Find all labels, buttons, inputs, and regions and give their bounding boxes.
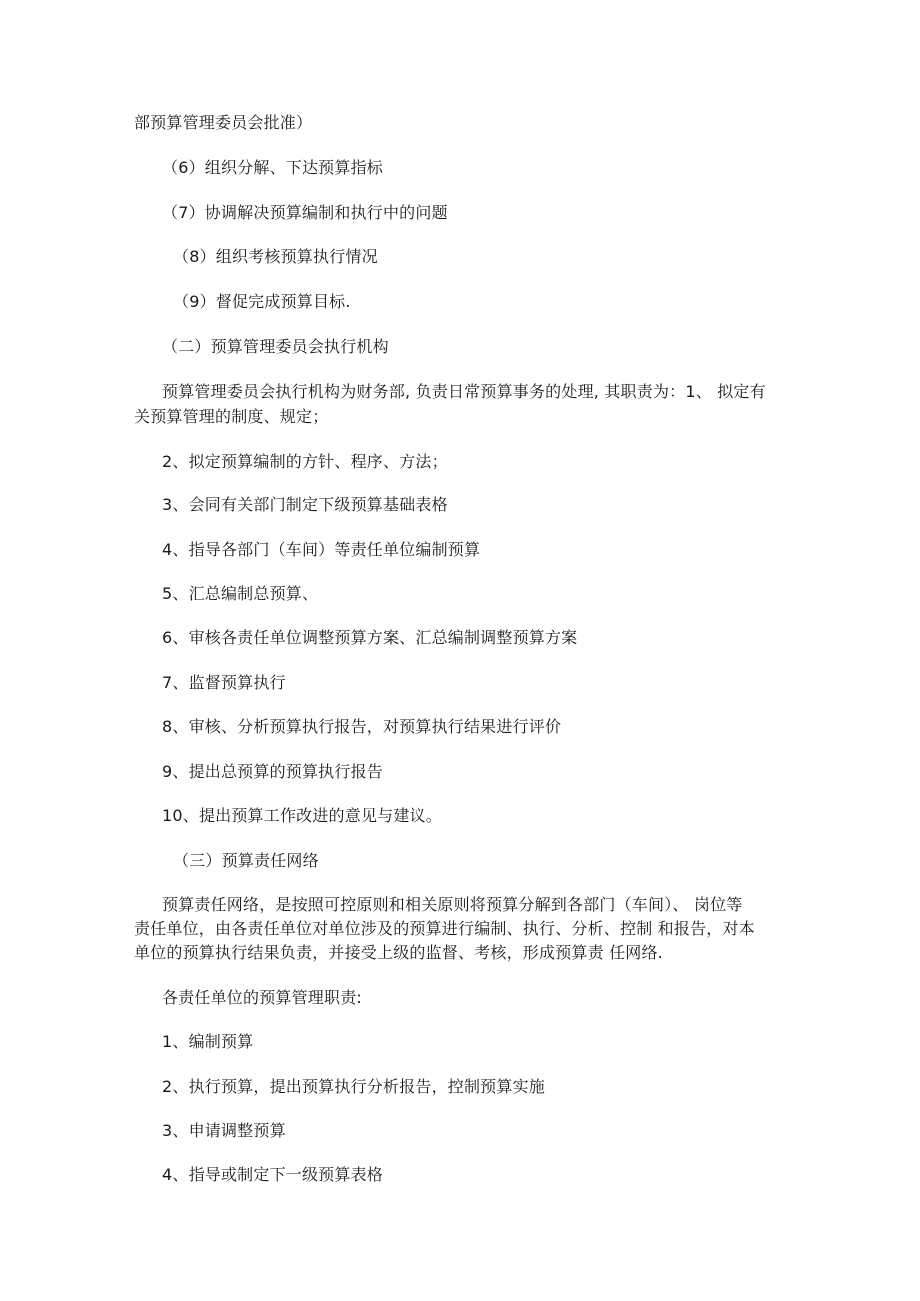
section-heading: （二）预算管理委员会执行机构 (162, 337, 389, 356)
list-item: 4、指导或制定下一级预算表格 (162, 1165, 383, 1184)
section-heading: （三）预算责任网络 (173, 851, 319, 870)
list-item: 4、指导各部门（车间）等责任单位编制预算 (162, 540, 481, 559)
paragraph-line: 单位的预算执行结果负责，并接受上级的监督、考核，形成预算责 任网络. (134, 943, 663, 962)
list-item: 6、审核各责任单位调整预算方案、汇总编制调整预算方案 (162, 628, 578, 647)
list-item: 7、监督预算执行 (162, 673, 286, 692)
list-item: （8）组织考核预算执行情况 (173, 247, 378, 266)
list-item: （6）组织分解、下达预算指标 (162, 158, 383, 177)
paragraph-line: 预算管理委员会执行机构为财务部, 负责日常预算事务的处理, 其职责为：1、 拟定有 (162, 382, 766, 401)
list-item: 10、提出预算工作改进的意见与建议。 (162, 806, 442, 825)
list-item: 2、执行预算，提出预算执行分析报告，控制预算实施 (162, 1077, 545, 1096)
list-item: 9、提出总预算的预算执行报告 (162, 762, 383, 781)
list-item: 8、审核、分析预算执行报告，对预算执行结果进行评价 (162, 717, 562, 736)
paragraph-line: 关预算管理的制度、规定； (134, 407, 329, 426)
list-item: 3、申请调整预算 (162, 1121, 286, 1140)
list-item: 5、汇总编制总预算、 (162, 584, 319, 603)
list-item: （7）协调解决预算编制和执行中的问题 (162, 203, 448, 222)
list-item: 3、会同有关部门制定下级预算基础表格 (162, 495, 448, 514)
paragraph-line: 预算责任网络，是按照可控原则和相关原则将预算分解到各部门（车间）、 岗位等 (162, 895, 743, 914)
list-item: 2、拟定预算编制的方针、程序、方法； (162, 452, 448, 471)
text-line: 各责任单位的预算管理职责: (162, 988, 362, 1007)
text-line: 部预算管理委员会批准） (134, 113, 313, 132)
paragraph-line: 责任单位，由各责任单位对单位涉及的预算进行编制、执行、分析、控制 和报告，对本 (134, 919, 755, 938)
list-item: 1、编制预算 (162, 1032, 254, 1051)
list-item: （9）督促完成预算目标. (173, 292, 351, 311)
